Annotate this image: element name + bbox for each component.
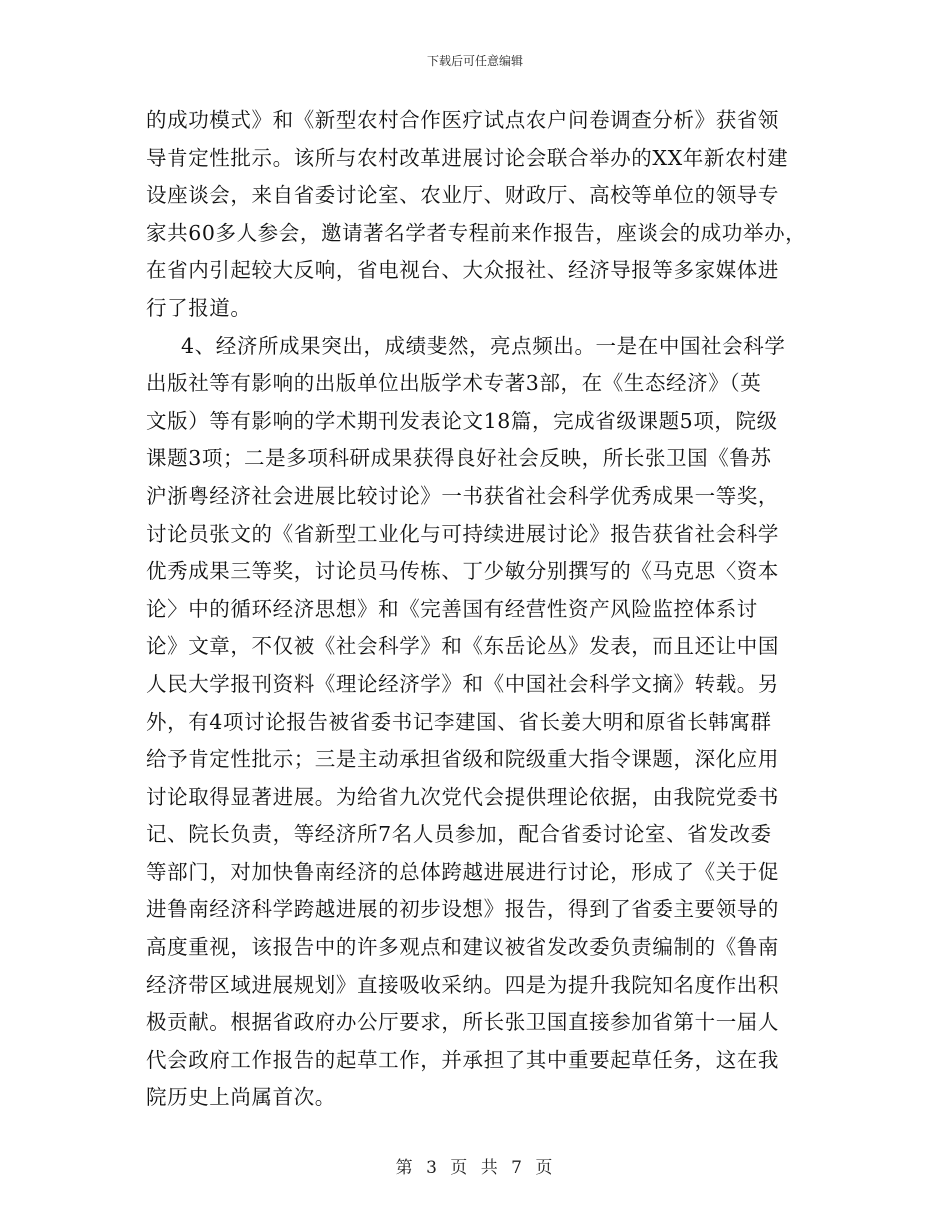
text-line: 等部门，对加快鲁南经济的总体跨越进展进行讨论，形成了《关于促: [146, 859, 779, 884]
text-line: 高度重视，该报告中的许多观点和建议被省发改委负责编制的《鲁南: [146, 935, 779, 960]
text-line: 人民大学报刊资料《理论经济学》和《中国社会科学文摘》转载。另: [146, 671, 779, 696]
text-line: 论》文章，不仅被《社会科学》和《东岳论丛》发表，而且还让中国: [146, 634, 779, 659]
text-line: 沪浙粤经济社会进展比较讨论》一书获省社会科学优秀成果一等奖，: [146, 483, 779, 508]
text-line: 极贡献。根据省政府办公厅要求，所长张卫国直接参加省第十一届人: [146, 1010, 779, 1035]
text-line: 院历史上尚属首次。: [146, 1085, 336, 1110]
page-header: 下载后可任意编辑: [426, 54, 523, 68]
text-line: 家共60多人参会，邀请著名学者专程前来作报告，座谈会的成功举办，: [146, 220, 807, 245]
text-line: 行了报道。: [146, 295, 252, 320]
text-line: 导肯定性批示。该所与农村改革进展讨论会联合举办的XX年新农村建: [146, 145, 789, 170]
text-line: 外，有4项讨论报告被省委书记李建国、省长姜大明和原省长韩寓群: [146, 709, 772, 734]
text-line: 优秀成果三等奖，讨论员马传栋、丁少敏分别撰写的《马克思〈资本: [146, 559, 779, 584]
paragraph-start-line: 4、经济所成果突出，成绩斐然，亮点频出。一是在中国社会科学: [181, 333, 786, 358]
text-line: 的成功模式》和《新型农村合作医疗试点农户问卷调查分析》获省领: [146, 108, 779, 132]
text-line: 论〉中的循环经济思想》和《完善国有经营性资产风险监控体系讨: [146, 596, 758, 621]
text-line: 记、院长负责，等经济所7名人员参加，配合省委讨论室、省发改委: [146, 822, 772, 847]
text-line: 讨论取得显著进展。为给省九次党代会提供理论依据，由我院党委书: [146, 784, 779, 809]
document-body: [146, 102, 826, 1117]
page-footer: 第 3 页 共 7 页: [395, 1158, 555, 1178]
text-line: 进鲁南经济科学跨越进展的初步设想》报告，得到了省委主要领导的: [146, 897, 779, 922]
text-line: 课题3项；二是多项科研成果获得良好社会反映，所长张卫国《鲁苏: [146, 446, 772, 471]
text-line: 出版社等有影响的出版单位出版学术专著3部，在《生态经济》（英: [146, 371, 762, 396]
text-line: 在省内引起较大反响，省电视台、大众报社、经济导报等多家媒体进: [146, 258, 779, 283]
text-line: 文版）等有影响的学术期刊发表论文18篇，完成省级课题5项，院级: [146, 408, 778, 433]
text-line: 给予肯定性批示；三是主动承担省级和院级重大指令课题，深化应用: [146, 747, 779, 772]
text-line: 设座谈会，来自省委讨论室、农业厅、财政厅、高校等单位的领导专: [146, 183, 779, 208]
text-line: 经济带区域进展规划》直接吸收采纳。四是为提升我院知名度作出积: [146, 972, 779, 997]
text-line: 代会政府工作报告的起草工作，并承担了其中重要起草任务，这在我: [146, 1047, 779, 1072]
text-line: 讨论员张文的《省新型工业化与可持续进展讨论》报告获省社会科学: [146, 521, 779, 546]
